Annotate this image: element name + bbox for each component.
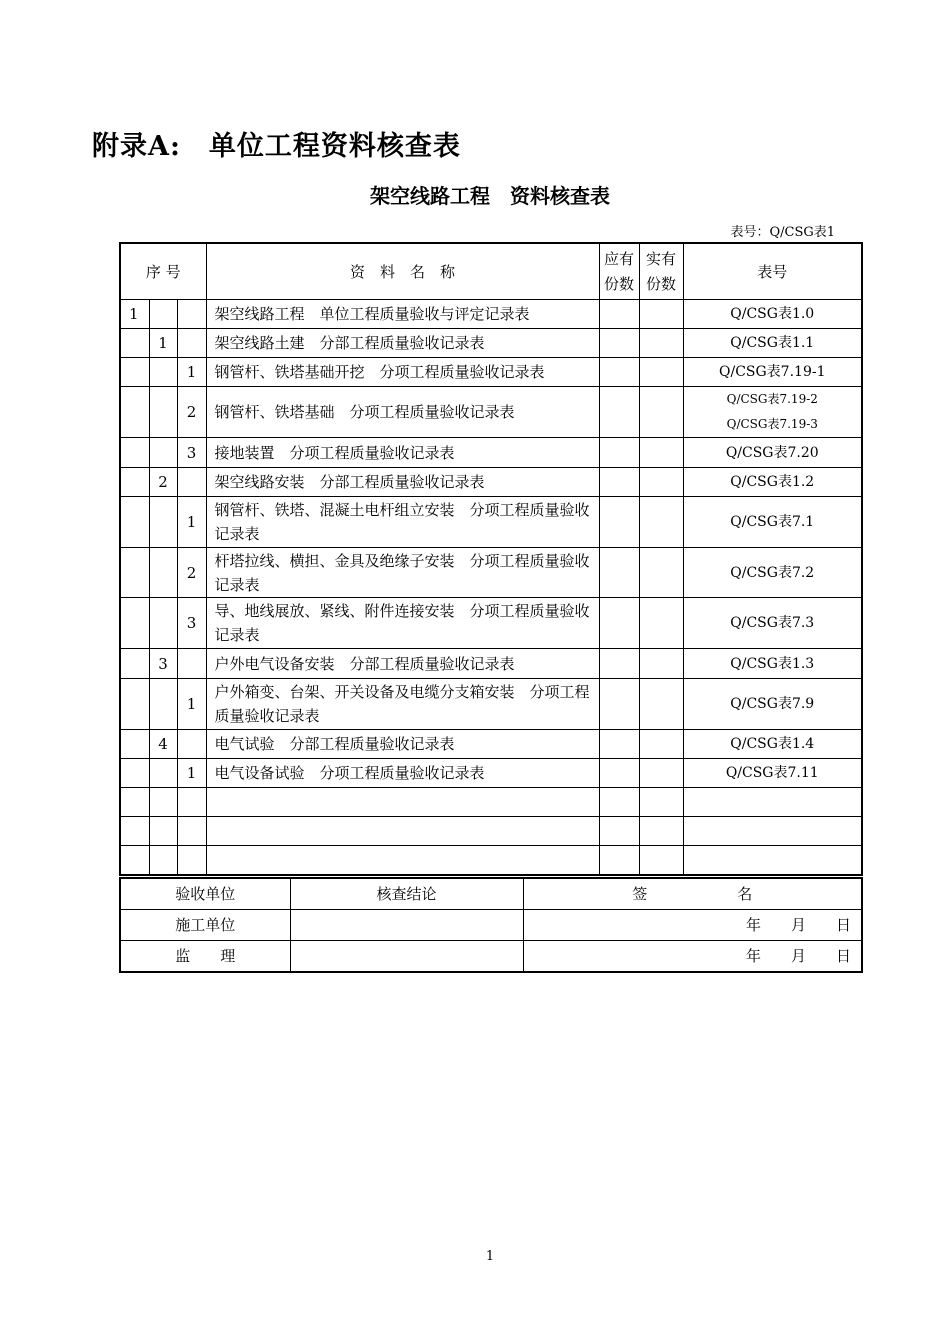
header-required	[599, 243, 639, 300]
seq-level3: 1	[177, 679, 206, 730]
form-code-text: Q/CSG表1.4	[730, 736, 815, 752]
blank-cell[interactable]	[683, 846, 862, 875]
seq-level2	[149, 548, 177, 598]
header-required-line1: 应有	[603, 249, 634, 268]
form-code	[683, 438, 862, 468]
seq-level2	[149, 438, 177, 468]
sign-header-signature: 签 名	[523, 878, 862, 910]
sign-header-conclusion: 核查结论	[290, 878, 523, 910]
page-number: 1	[485, 1249, 495, 1264]
sign-header-unit: 验收单位	[120, 878, 290, 910]
sign-date: 年 月 日	[523, 941, 862, 973]
table-row	[120, 358, 862, 387]
required-count-cell[interactable]	[599, 679, 639, 730]
blank-cell[interactable]	[599, 846, 639, 875]
required-count-cell[interactable]	[599, 759, 639, 788]
form-code	[683, 468, 862, 497]
blank-cell[interactable]	[599, 817, 639, 846]
blank-row	[120, 817, 862, 846]
seq-level2: 4	[149, 730, 177, 759]
actual-count-cell[interactable]	[639, 497, 683, 548]
table-row	[120, 759, 862, 788]
seq-level2	[149, 300, 177, 329]
appendix-heading: 附录A: 单位工程资料核查表	[92, 131, 461, 162]
form-code	[683, 548, 862, 598]
seq-level3: 2	[177, 548, 206, 598]
form-code	[683, 300, 862, 329]
required-count-cell[interactable]	[599, 387, 639, 438]
form-code-text: Q/CSG表7.11	[725, 765, 819, 781]
form-code	[683, 598, 862, 649]
seq-level1	[120, 548, 149, 598]
seq-level2: 1	[149, 329, 177, 358]
sign-date: 年 月 日	[523, 910, 862, 941]
actual-count-cell[interactable]	[639, 730, 683, 759]
form-code-text: Q/CSG表7.19-1	[719, 364, 826, 380]
form-number: 表号：Q/CSG表1	[730, 225, 835, 240]
sign-unit: 施工单位	[120, 910, 290, 941]
required-count-cell[interactable]	[599, 598, 639, 649]
checklist-table	[119, 242, 863, 876]
sign-conclusion-cell[interactable]	[290, 910, 523, 941]
signature-table	[119, 877, 863, 973]
blank-cell[interactable]	[683, 817, 862, 846]
seq-level1	[120, 679, 149, 730]
seq-level2	[149, 679, 177, 730]
table-row	[120, 548, 862, 598]
table-header-row	[120, 243, 862, 300]
form-code	[683, 649, 862, 679]
table-row	[120, 387, 862, 438]
document-name: 钢管杆、铁塔基础开挖 分项工程质量验收记录表	[206, 358, 599, 387]
required-count-cell[interactable]	[599, 300, 639, 329]
form-code-text: Q/CSG表7.9	[730, 696, 815, 712]
form-code-text-2: Q/CSG表7.19-3	[726, 417, 818, 431]
seq-level2	[149, 759, 177, 788]
form-code-text: Q/CSG表7.1	[730, 514, 815, 530]
seq-level1	[120, 329, 149, 358]
seq-level1	[120, 649, 149, 679]
blank-cell[interactable]	[206, 846, 599, 875]
actual-count-cell[interactable]	[639, 329, 683, 358]
required-count-cell[interactable]	[599, 649, 639, 679]
actual-count-cell[interactable]	[639, 598, 683, 649]
document-name: 户外箱变、台架、开关设备及电缆分支箱安装 分项工程质量验收记录表	[206, 679, 599, 730]
form-code-text: Q/CSG表1.1	[730, 335, 815, 351]
actual-count-cell[interactable]	[639, 548, 683, 598]
header-code: 表号	[683, 243, 862, 300]
seq-level3: 3	[177, 598, 206, 649]
document-name: 电气设备试验 分项工程质量验收记录表	[206, 759, 599, 788]
required-count-cell[interactable]	[599, 468, 639, 497]
form-code-text: Q/CSG表1.2	[730, 474, 815, 490]
header-name: 资 料 名 称	[206, 243, 599, 300]
sign-unit: 监 理	[120, 941, 290, 973]
header-actual-line1: 实有	[645, 249, 676, 268]
seq-level2	[149, 497, 177, 548]
table-row	[120, 497, 862, 548]
seq-level1	[120, 358, 149, 387]
form-code	[683, 759, 862, 788]
blank-cell[interactable]	[639, 846, 683, 875]
required-count-cell[interactable]	[599, 329, 639, 358]
seq-level2: 2	[149, 468, 177, 497]
form-code	[683, 679, 862, 730]
seq-level3: 1	[177, 759, 206, 788]
table-row	[120, 468, 862, 497]
form-code	[683, 329, 862, 358]
seq-level1	[120, 468, 149, 497]
seq-level3: 2	[177, 387, 206, 438]
seq-level3: 1	[177, 358, 206, 387]
actual-count-cell[interactable]	[639, 759, 683, 788]
actual-count-cell[interactable]	[639, 358, 683, 387]
document-name: 接地装置 分项工程质量验收记录表	[206, 438, 599, 468]
form-code-text: Q/CSG表1.3	[730, 655, 815, 672]
form-code-text: Q/CSG表7.20	[725, 444, 819, 461]
table-row	[120, 438, 862, 468]
blank-cell[interactable]	[149, 817, 177, 846]
blank-cell[interactable]	[177, 817, 206, 846]
seq-level1	[120, 598, 149, 649]
blank-cell[interactable]	[120, 788, 149, 817]
blank-row	[120, 788, 862, 817]
actual-count-cell[interactable]	[639, 438, 683, 468]
sign-conclusion-cell[interactable]	[290, 941, 523, 973]
document-name: 电气试验 分部工程质量验收记录表	[206, 730, 599, 759]
header-actual	[639, 243, 683, 300]
document-name: 架空线路安装 分部工程质量验收记录表	[206, 468, 599, 497]
document-name: 导、地线展放、紧线、附件连接安装 分项工程质量验收记录表	[206, 598, 599, 649]
header-required-line2: 份数	[603, 274, 634, 293]
seq-level3	[177, 649, 206, 679]
seq-level3	[177, 300, 206, 329]
actual-count-cell[interactable]	[639, 649, 683, 679]
seq-level3: 1	[177, 497, 206, 548]
table-row	[120, 649, 862, 679]
form-code-text: Q/CSG表7.19-2	[726, 392, 818, 406]
actual-count-cell[interactable]	[639, 300, 683, 329]
blank-cell[interactable]	[683, 788, 862, 817]
document-name: 钢管杆、铁塔、混凝土电杆组立安装 分项工程质量验收记录表	[206, 497, 599, 548]
table-row	[120, 598, 862, 649]
required-count-cell[interactable]	[599, 358, 639, 387]
seq-level1	[120, 387, 149, 438]
blank-cell[interactable]	[639, 817, 683, 846]
table-title: 架空线路工程 资料核查表	[370, 184, 610, 208]
seq-level3	[177, 468, 206, 497]
actual-count-cell[interactable]	[639, 679, 683, 730]
seq-level1	[120, 438, 149, 468]
document-name: 杆塔拉线、横担、金具及绝缘子安装 分项工程质量验收记录表	[206, 548, 599, 598]
table-row	[120, 730, 862, 759]
document-name: 架空线路工程 单位工程质量验收与评定记录表	[206, 300, 599, 329]
form-code	[683, 358, 862, 387]
document-name: 钢管杆、铁塔基础 分项工程质量验收记录表	[206, 387, 599, 438]
form-code-text: Q/CSG表7.3	[730, 615, 815, 631]
form-code	[683, 387, 862, 438]
seq-level1: 1	[120, 300, 149, 329]
required-count-cell[interactable]	[599, 497, 639, 548]
seq-level2	[149, 598, 177, 649]
actual-count-cell[interactable]	[639, 468, 683, 497]
required-count-cell[interactable]	[599, 438, 639, 468]
blank-cell[interactable]	[639, 788, 683, 817]
seq-level1	[120, 759, 149, 788]
seq-level3: 3	[177, 438, 206, 468]
actual-count-cell[interactable]	[639, 387, 683, 438]
blank-cell[interactable]	[120, 817, 149, 846]
form-code	[683, 497, 862, 548]
blank-cell[interactable]	[599, 788, 639, 817]
blank-cell[interactable]	[206, 788, 599, 817]
table-row	[120, 300, 862, 329]
signature-row	[120, 941, 862, 973]
form-code	[683, 730, 862, 759]
blank-cell[interactable]	[120, 846, 149, 875]
seq-level3	[177, 730, 206, 759]
required-count-cell[interactable]	[599, 548, 639, 598]
document-name: 户外电气设备安装 分部工程质量验收记录表	[206, 649, 599, 679]
seq-level2	[149, 387, 177, 438]
seq-level1	[120, 497, 149, 548]
blank-row	[120, 846, 862, 875]
blank-cell[interactable]	[206, 817, 599, 846]
document-name: 架空线路土建 分部工程质量验收记录表	[206, 329, 599, 358]
blank-cell[interactable]	[149, 788, 177, 817]
signature-row	[120, 910, 862, 941]
table-row	[120, 329, 862, 358]
table-row	[120, 679, 862, 730]
seq-level3	[177, 329, 206, 358]
form-code-text: Q/CSG表1.0	[730, 306, 815, 322]
header-seq: 序 号	[120, 243, 206, 300]
blank-cell[interactable]	[149, 846, 177, 875]
seq-level1	[120, 730, 149, 759]
header-actual-line2: 份数	[645, 274, 676, 293]
form-code-text: Q/CSG表7.2	[730, 564, 815, 581]
seq-level2	[149, 358, 177, 387]
signature-header-row	[120, 878, 862, 910]
blank-cell[interactable]	[177, 788, 206, 817]
blank-cell[interactable]	[177, 846, 206, 875]
required-count-cell[interactable]	[599, 730, 639, 759]
seq-level2: 3	[149, 649, 177, 679]
